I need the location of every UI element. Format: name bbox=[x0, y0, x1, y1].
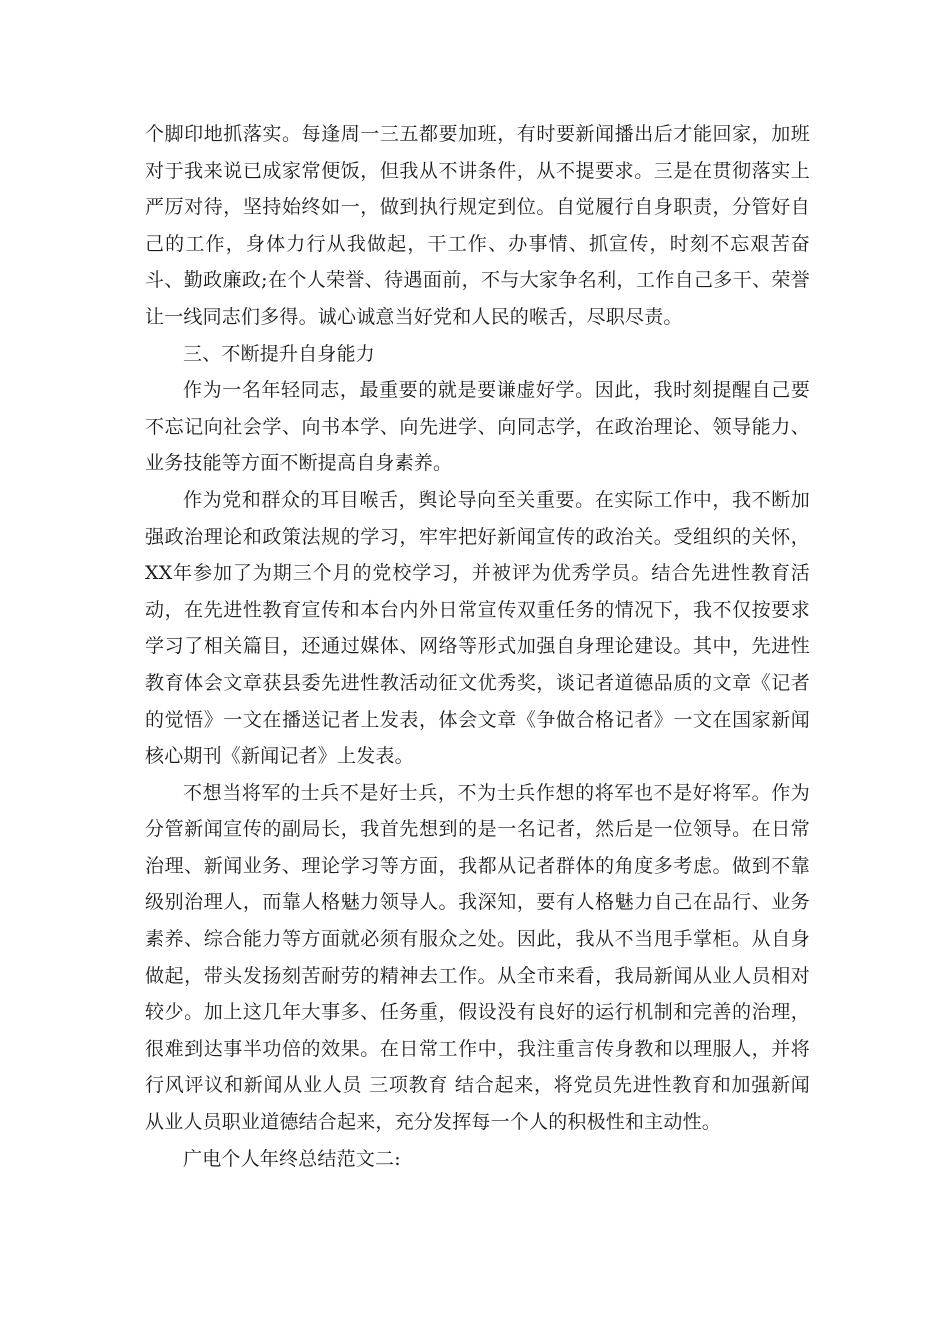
paragraph: 作为一名年轻同志，最重要的就是要谦虚好学。因此，我时刻提醒自己要不忘记向社会学、向书本学、向先进学、向同志学，在政治理论、领导能力、业务技能等方面不断提高自身素养。 bbox=[145, 379, 810, 475]
paragraph: 作为党和群众的耳目喉舌，舆论导向至关重要。在实际工作中，我不断加强政治理论和政策法规的学习，牢牢把好新闻宣传的政治关。受组织的关怀，XX年参加了为期三个月的党校学习，并被评为优秀学员。结合先进性教育活动，在先进性教育宣传和本台内外日常宣传双重任务的情况下，我不仅按要求学习了相关篇目，还通过媒体、网络等形式加强自身理论建设。其中，先进性教育体会文章获县委先进性教活动征文优秀奖，谈记者道德品质的文章《记者的觉悟》一文在播送记者上发表，体会文章《争做合格记者》一文在国家新闻核心期刊《新闻记者》上发表。 bbox=[145, 488, 810, 768]
paragraph-continuation: 个脚印地抓落实。每逢周一三五都要加班，有时要新闻播出后才能回家，加班对于我来说已成家常便饭，但我从不讲条件，从不提要求。三是在贯彻落实上严厉对待，坚持始终如一，做到执行规定到位。自觉履行自身职责，分管好自己的工作，身体力行从我做起，干工作、办事情、抓宣传，时刻不忘艰苦奋斗、勤政廉政;在个人荣誉、待遇面前，不与大家争名利，工作自己多干、荣誉让一线同志们多得。诚心诚意当好党和人民的喉舌，尽职尽责。 bbox=[145, 123, 810, 328]
next-section-title: 广电个人年终总结范文二: bbox=[183, 1147, 401, 1170]
document-body bbox=[145, 116, 810, 1177]
paragraph: 不想当将军的士兵不是好士兵，不为士兵作想的将军也不是好将军。作为分管新闻宣传的副局长，我首先想到的是一名记者，然后是一位领导。在日常治理、新闻业务、理论学习等方面，我都从记者群体的角度多考虑。做到不靠级别治理人，而靠人格魅力领导人。我深知，要有人格魅力自己在品行、业务素养、综合能力等方面就必须有服众之处。因此，我从不当甩手掌柜。从自身做起，带头发扬刻苦耐劳的精神去工作。从全市来看，我局新闻从业人员相对较少。加上这几年大事多、任务重，假设没有良好的运行机制和完善的治理，很难到达事半功倍的效果。在日常工作中，我注重言传身教和以理服人，并将行风评议和新闻从业人员 三项教育 结合起来，将党员先进性教育和加强新闻从业人员职业道德结合起来，充分发挥每一个人的积极性和主动性。 bbox=[145, 781, 810, 1134]
section-heading: 三、不断提升自身能力 bbox=[183, 342, 376, 365]
